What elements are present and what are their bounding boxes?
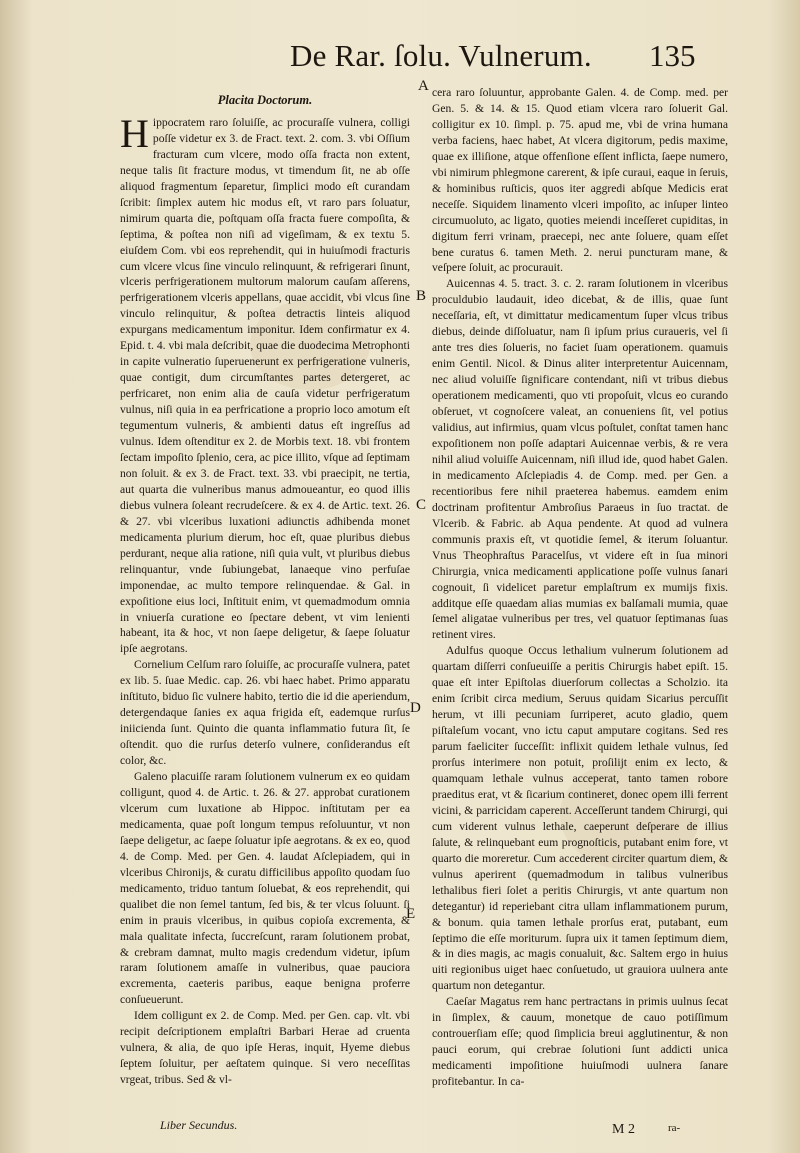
paragraph <box>120 110 410 657</box>
right-column <box>432 85 728 1090</box>
drop-capital: H <box>120 110 149 156</box>
paragraph-text: ippocratem raro ſoluiſſe, ac procuraſſe vulnera, colligi poſſe videtur ex 3. de Fract. text. 2. com. 3. vbi Oſſium fracturam cum vlcere, modo oſſa fracta non extent, neque talis ſit fracture modus, vt timendum ſit, ne ab oſſe aliquod fragmentum ſeparetur, ſimplici modo eſt curandam ſcribit: ſimplex autem hic modus eſt, vt raro pars ſoluatur, nimirum quarta die, poſtquam oſſa fracta fuere compoſita, & ſeptima, & poſtea non niſi ad vigeſimam, & ex textu 5. eiuſdem Com. vbi eos reprehendit, qui in huiuſmodi fracturis cum vlcere vlcus ſine vinculo relinquunt, & refrigerari ſinunt, vlceris perfrigerationem multorum malorum cauſam aſſerens, perfrigerationem vlceris appellans, quae accidit, vbi vlcus ſine vinculo relinquitur, & poſtea detractis linteis aliquod expurgans medicamentum imponitur. Idem confirmatur ex 4. Epid. t. 4. vbi mala deſcribit, quae die duodecima Metrophonti in capite vulneratio ſuperuenerunt ex perfrigeratione vulneris, quae contigit, dum circumſtantes partes detergeret, ac perfricaret, non enim alia de cauſa videtur perfrigeratum vulnus, niſi quia in ea perfricatione a proprio loco amotum eſt tegumentum vulneris, & ambienti datus eſt ingreſſus ad vulnus. Idem oſtenditur ex 2. de Morbis text. 18. vbi frontem ſectam impoſito ſplenio, cera, ac pice illito, vſque ad ſeptimam non ſoluit. & ex 3. de Fract. text. 33. vbi praecipit, ne tertia, aut quarta die vulneribus manus admoueantur, eo quod illis diebus vulnera ſoleant recrudeſcere. & ex 4. de Artic. text. 26. & 27. vbi vlceribus luxationi adiunctis adhibenda monet medicamenta plurium dierum, hoc eſt, quae pluribus diebus perdurant, neque alia ratione, niſi quia vult, vt pluribus diebus relinquantur, vnde ſubiungebat, lanaeque vino perfuſae imponendae, ac multo tempore relinquendae. & Gal. in expoſitione eius loci, Inſtituit enim, vt quemadmodum omnia in vniuerſa curatione eo ſpectare debent, vt vim lenienti habeant, ita & hoc, vt non ſaepe deligetur, & ſaepe ſoluatur ipſe aegrotans. <box>120 115 410 656</box>
left-column <box>120 85 410 1088</box>
paragraph: Adulfus quoque Occus lethalium vulnerum ſolutionem ad quartam diſſerri conſueuiſſe a peritis Chirurgis habet epiſt. 15. quae eſt inter Epiſtolas diuerſorum collectas a Scholzio. ita enim ſcribit circa medium, Seruus quidam Sicarius percuſſit herum, vt illi pecuniam ſurriperet, acuto gladio, quem piſtaleſum vocant, vno ictu caput amputare cogitans. Sed res parum faeliciter ſucceſſit: inflixit quidem lethale vulnus, ſed prorſus interimere non potuit, proſilijt enim ex lecto, & quamquam lethale vulnus acceperat, tanto tamen robore praeditus erat, vt & ſicarium contineret, donec opem illi ferrent vicini, & parricidam caperent. Acceſſerunt tandem Chirurgi, qui cum viderent vulnus lethale, caeperunt deſperare de illius ſalute, & relinquebant eum prognoſticis, putabant enim fore, vt quarto die moreretur. Cum accederent circiter quartum diem, & vulnus aperirent (quemadmodum in talibus vulneribus lethalibus fieri ſolet a peritis Chirurgis, vt ante quartum non detegantur) id reperiebant citra ullam inflammationem purum, & bonum. quia tamen lethale prorſus erat, putabant, eum ſeptimo die eſſe moriturum. ſupra uix it tamen ſeptimum diem, & in dies magis, ac magis conualuit, &c. Saltem ergo in huius uiti regionibus uiget haec conſuetudo, ut grauiora uulnera ante quartum non detegantur. <box>432 644 728 993</box>
section-heading: Placita Doctorum. <box>217 93 313 107</box>
page-number: 135 <box>649 38 696 73</box>
running-title: De Rar. ſolu. Vulnerum. <box>290 38 592 73</box>
paragraph: Caeſar Magatus rem hanc pertractans in primis uulnus ſecat in ſimplex, & cauum, monetque de cauo potiſſimum controuerſiam eſſe; quod ſimplicia breui agglutinentur, & non pauci eorum, qui crebrae ſolutioni ſunt addicti unica medicamenti impoſitione huiuſmodi uulnera ſanare profitebantur. In ca- <box>432 995 728 1089</box>
catchword: ra- <box>668 1122 681 1134</box>
paragraph: Galeno placuiſſe raram ſolutionem vulnerum ex eo quidam colligunt, quod 4. de Artic. t. 26. & 27. approbat curationem vlcerum cum luxatione ab Hippoc. inſtitutam per ea medicamenta, quae poſt longum tempus reſoluuntur, vt non ſaepe deligetur, ac ſaepe ſoluatur ipſe aegrotans. & ex eo, quod 4. de Comp. Med. per Gen. 4. laudat Aſclepiadem, qui in vlceribus Chironijs, & curatu difficilibus appoſito quodam ſuo medicamento, triduo tantum ſoluebat, & eos reprehendit, qui qualibet die non ſemel tantum, ſed bis, & ter vlcus ſoluunt. ſi enim in prauis vlceribus, in quibus copioſa excrementa, & mala qualitate infecta, ſuccreſcunt, raram ſolutionem probat, & crebram damnat, multo magis credendum videtur, ipſum raram ſolutionem amaſſe in vulneribus, quae pauciora excrementa, caeteris paribus, eaque benigna proferre conſueuerunt. <box>120 770 410 1007</box>
paragraph: cera raro ſoluuntur, approbante Galen. 4. de Comp. med. per Gen. 5. & 14. & 15. Quod etiam vlcera raro ſoluerit Gal. colligitur ex 10. ſimpl. p. 75. apud me, vbi de vrina humana verba faciens, haec habet, At vlcera digitorum, pedis maxime, quae ex illiſione, atque offenſione eſſent inflicta, ſaepe numero, vbi nimirum phlegmone carerent, & ipſe curaui, eaque in ſeruis, & hominibus ruſticis, quos iter aggredi abſque Medicis erat neceſſe. Siquidem linamento vlceri impoſito, ac inſuper linteo circumuoluto, ac ligato, quoties meiendi inceſſeret cupiditas, in digitum ferri vrinam, praecepi, nec ante ſoluere, quam eſſet bene curatus 6. tamen Meth. 2. nerui puncturam mane, & veſpere ſoluit, ac procurauit. <box>432 86 728 275</box>
margin-letter: C <box>416 497 427 513</box>
gathering-mark: M 2 <box>612 1122 635 1137</box>
page-header <box>0 38 800 78</box>
footer-signature-line: Liber Secundus. <box>160 1118 238 1132</box>
margin-letter: A <box>418 78 429 94</box>
paragraph: Cornelium Celſum raro ſoluiſſe, ac procuraſſe vulnera, patet ex lib. 5. ſuae Medic. cap. 26. vbi haec habet. Primo apparatu inſtituto, biduo ſic vulnere habito, tertio die id die aperiendum, detergendaque ſanies ex aqua frigida eſt, eademque rurſus iniicienda ſunt. Quinto die quanta inflammatio futura ſit, ſe oſtendit. quo die rurſus deterſo vulnere, conſiderandus eſt color, &c. <box>120 658 410 768</box>
margin-letter: E <box>406 906 416 922</box>
paragraph: Auicennas 4. 5. tract. 3. c. 2. raram ſolutionem in vlceribus proculdubio laudauit, ideo dicebat, & de illis, quae ſunt neceſſaria, eſt, vt dimittatur medicamentum ſuper vlcus tribus diebus, deinde diſſoluatur, nam ſi ipſum prius curaueris, vel ſi ante tres dies ſolueris, no faciet ſuam operationem. quamuis enim Gentil. Nicol. & Dinus aliter interpretentur Auicennam, nec aliud voluiſſe ſignificare contendant, niſi vt tribus diebus operationem medicamenti, quo vti propoſuit, vlcus eo curando obſeruet, vt cognoſcere valeat, an conueniens ſit, vel potius validius, aut infirmius, quam vlcus poſtulet, conſtat tamen hanc expoſitionem non poſſe adaptari Auicennae verbis, & re vera nihil aliud voluiſſe Auicennam, niſi illud ide, quod habet Galen. in medicamento Aſclepiadis 4. de Comp. med. per Gen. a recentioribus fere nihil praeterea habemus. eamdem enim doctrinam profitentur Ambroſius Paraeus in ſuo tractat. de Vlcerib. & Fabric. ab Aqua pendente. At quod ad vulnera communis praxis eſt, vt quotidie ſemel, & iterum ſoluantur. Vnus Theophraſtus Paracelſus, vt videre eſt in ſua minori Chirurgia, vnica medicamenti applicatione poſſe vulnus ſanari cognouit, ſi videlicet paretur emplaſtrum ex mumijs fixis. additque eſſe quaedam alias mumias ex balſamali mumia, quae ſemel aligatae vulneribus per tres, vel quatuor ſeptimanas ſuas retinent vires. <box>432 277 728 642</box>
paragraph: Idem colligunt ex 2. de Comp. Med. per Gen. cap. vlt. vbi recipit deſcriptionem emplaſtri Barbari Herae ad cruenta vulnera, & alia, de quo ipſe Heras, inquit, Hyeme diebus ſeptem ſoluitur, per aeſtatem quinque. Si vero neceſſitas vrgeat, tribus. Sed & vl- <box>120 1009 410 1087</box>
margin-letter: D <box>410 700 421 716</box>
margin-letter: B <box>416 288 427 304</box>
